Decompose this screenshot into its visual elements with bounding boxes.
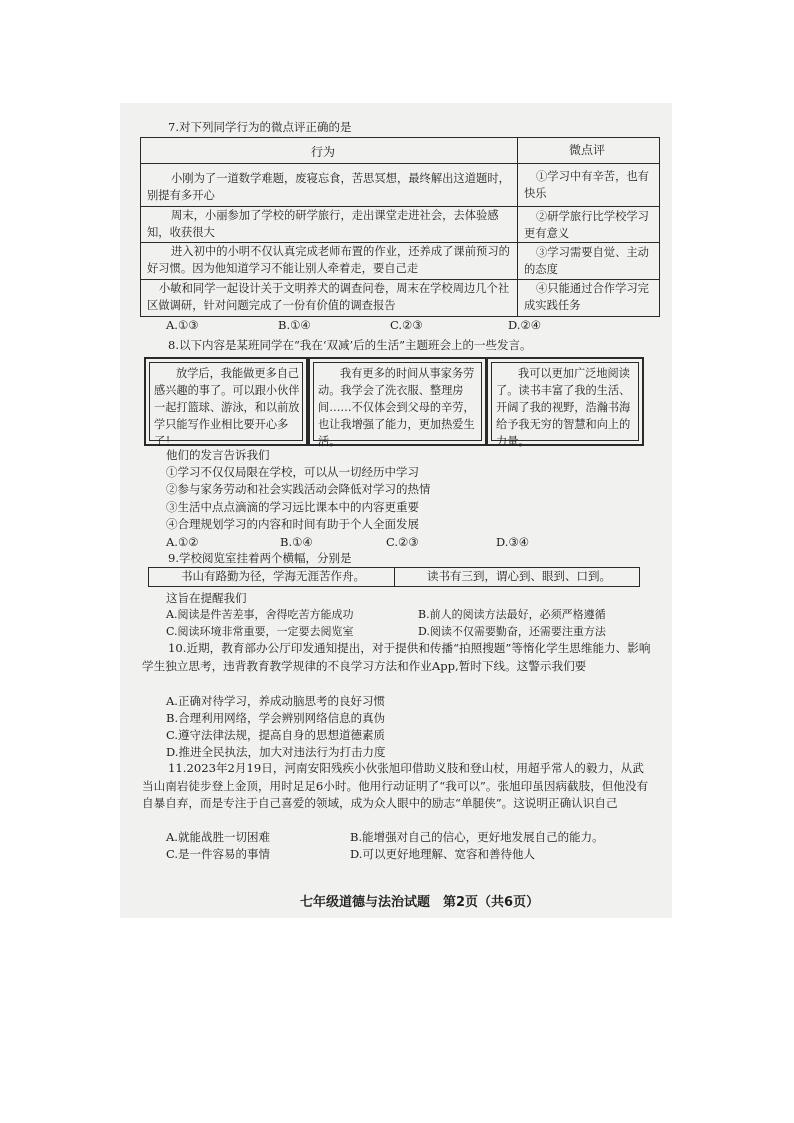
q7-row2-behavior: 周末，小丽参加了学校的研学旅行，走出课堂走进社会，去体验感知，收获很大 — [147, 209, 499, 239]
q8-option-c: C.②③ — [386, 535, 419, 549]
q7-row2-comment: ②研学旅行比学校学习更有意义 — [524, 210, 649, 240]
q8-box-2-text: 我有更多的时间从事家务劳动。我学会了洗衣服、整理房间……不仅体会到父母的辛劳，也让我增强了能力，更加热爱生活。 — [318, 367, 475, 448]
q8-box-3 — [486, 357, 644, 446]
q11-stem: 11.2023年2月19日，河南安阳残疾小伙张旭印借助义肢和登山杖，用超乎常人的毅力，从武当山南岩徒步登上金顶，用时足足6小时。他用行动证明了“我可以”。张旭印虽因病截肢，但他没有自暴自弃，而是专注于自己喜爱的领域，成为众人眼中的励志“单腿侠”。这说明正确认识自己 — [142, 761, 649, 810]
q8-item-2: ②参与家务劳动和社会实践活动会降低对学习的热情 — [166, 482, 431, 496]
q7-row1-behavior: 小刚为了一道数学难题，废寝忘食，苦思冥想，最终解出这道题时，别提有多开心 — [147, 172, 510, 202]
q7-stem: 7.对下列同学行为的微点评正确的是 — [168, 120, 352, 134]
q9-prompt: 这旨在提醒我们 — [166, 591, 247, 605]
q9-option-c: C.阅读环境非常重要，一定要去阅览室 — [166, 625, 354, 638]
q7-row1-comment: ①学习中有辛苦，也有快乐 — [524, 170, 649, 200]
q7-row3-comment: ③学习需要自觉、主动的态度 — [524, 246, 649, 276]
q8-box-2 — [308, 357, 487, 446]
q9-option-b: B.前人的阅读方法最好，必须严格遵循 — [418, 608, 606, 621]
q7-option-b: B.①④ — [278, 318, 311, 332]
q8-option-b: B.①④ — [280, 535, 313, 549]
q9-option-a: A.阅读是件苦差事，舍得吃苦方能成功 — [166, 608, 354, 621]
q10-option-c: C.遵守法律法规，提高自身的思想道德素质 — [166, 728, 386, 742]
q7-header-behavior: 行为 — [311, 145, 336, 159]
q7-table — [140, 137, 660, 317]
q8-option-a: A.①② — [166, 535, 199, 549]
q9-banner-left: 书山有路勤为径，学海无涯苦作舟。 — [181, 569, 365, 583]
q8-box-1-text: 放学后，我能做更多自己感兴趣的事了。可以跟小伙伴一起打篮球、游泳，和以前放学只能写作业相比要开心多了！ — [154, 367, 300, 448]
q7-header-comment: 微点评 — [569, 143, 606, 157]
q7-option-d: D.②④ — [508, 318, 542, 332]
q8-box-1 — [144, 357, 308, 446]
q8-item-4: ④合理规划学习的内容和时间有助于个人全面发展 — [166, 517, 419, 531]
q9-option-d: D.阅读不仅需要勤奋，还需要注重方法 — [418, 625, 606, 638]
q9-banner-right: 读书有三到，谓心到、眼到、口到。 — [427, 569, 611, 583]
q7-option-a: A.①③ — [166, 318, 199, 332]
q10-option-a: A.正确对待学习，养成动脑思考的良好习惯 — [166, 694, 385, 708]
q8-prompt: 他们的发言告诉我们 — [166, 448, 270, 462]
q11-option-a: A.就能战胜一切困难 — [166, 830, 270, 844]
q10-stem: 10.近期，教育部办公厅印发通知提出，对于提供和传播“拍照搜题”等惰化学生思维能力、影响学生独立思考，违背教育教学规律的不良学习方法和作业App,暂时下线。这警示我们要 — [142, 641, 651, 673]
q7-row3-behavior: 进入初中的小明不仅认真完成老师布置的作业，还养成了课前预习的好习惯。因为他知道学习不能让别人牵着走，要自己走 — [147, 245, 510, 275]
page-footer: 七年级道德与法治试题 第2页（共6页） — [300, 895, 540, 910]
q8-box-3-text: 我可以更加广泛地阅读了。读书丰富了我的生活、开阔了我的视野，浩瀚书海给予我无穷的智慧和向上的力量。 — [496, 367, 631, 448]
q7-option-c: C.②③ — [390, 318, 423, 332]
q8-item-1: ①学习不仅仅局限在学校，可以从一切经历中学习 — [166, 465, 419, 479]
q11-option-b: B.能增强对自己的信心，更好地发展自己的能力。 — [350, 830, 604, 844]
q7-row4-behavior: 小敏和同学一起设计关于文明养犬的调查问卷，周末在学校周边几个社区做调研，针对问题完成了一份有价值的调查报告 — [147, 282, 510, 312]
q11-option-c: C.是一件容易的事情 — [166, 847, 271, 861]
exam-page — [120, 103, 672, 918]
q10-option-d: D.推进全民执法，加大对违法行为打击力度 — [166, 745, 386, 759]
q8-option-d: D.③④ — [496, 535, 530, 549]
q11-option-d: D.可以更好地理解、宽容和善待他人 — [350, 847, 535, 861]
q8-item-3: ③生活中点点滴滴的学习远比课本中的内容更重要 — [166, 500, 419, 514]
q9-stem: 9.学校阅览室挂着两个横幅，分别是 — [168, 551, 352, 565]
q7-row4-comment: ④只能通过合作学习完成实践任务 — [524, 282, 649, 312]
q8-stem: 8.以下内容是某班同学在“我在‘双减’后的生活”主题班会上的一些发言。 — [168, 338, 532, 352]
q9-banners — [148, 567, 640, 587]
q10-option-b: B.合理利用网络，学会辨别网络信息的真伪 — [166, 711, 386, 725]
